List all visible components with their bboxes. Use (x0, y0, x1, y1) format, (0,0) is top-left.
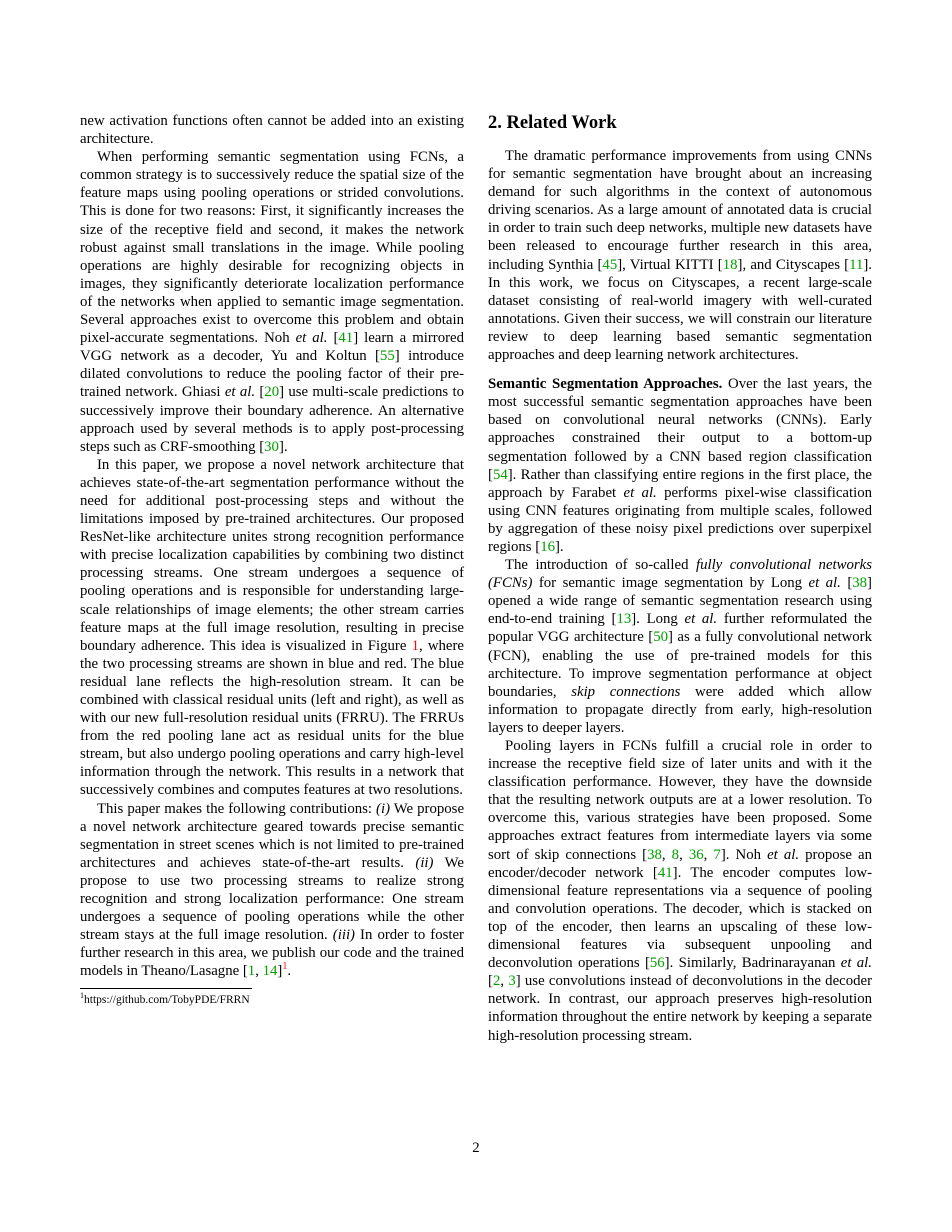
body-text: further reformulated the popular VGG architecture [ (488, 611, 872, 646)
right-column-paragraphs (488, 147, 872, 1045)
body-text: We propose to use two processing streams to realize strong recognition and strong localization performance: One stream undergoes a sequence of pooling operations while the other stream stays at the full image resolution. (80, 854, 465, 944)
citation-link[interactable]: 38 (852, 575, 868, 592)
italic-text: et al. (840, 955, 872, 972)
body-text: [ (488, 973, 493, 990)
citation-link[interactable]: 30 (264, 438, 279, 455)
footnote-ref-link[interactable]: 1 (282, 961, 288, 973)
body-text: ] (277, 963, 283, 980)
body-text: [ (255, 384, 265, 401)
body-text: This paper makes the following contributions: (97, 800, 377, 817)
paragraph (80, 456, 464, 800)
citation-link[interactable]: 36 (688, 846, 704, 863)
body-text: . (287, 963, 292, 980)
body-text: ], Virtual KITTI [ (617, 256, 723, 273)
body-text: ] use multi-scale predictions to successively improve their boundary adherence. An alternative approach used by several methods is to apply post-processing steps such as CRF-smoothing [ (80, 384, 464, 455)
body-text: new activation functions often cannot be added into an existing architecture. (80, 113, 464, 148)
body-text: , (661, 846, 672, 863)
body-text: propose an encoder/decoder network [ (488, 846, 873, 881)
body-text: performs pixel-wise classification using CNN features originating from multiple scales, followed by aggregation of these noisy pixel predictions over superpixel regions [ (488, 484, 872, 555)
citation-link[interactable]: 38 (647, 846, 662, 863)
right-column (488, 112, 872, 1045)
body-text: ] introduce dilated convolutions to reduce the pooling factor of their pre-trained network. Ghiasi (80, 348, 464, 401)
body-text: ] as a fully convolutional network (FCN), enabling the use of pre-trained models for this architecture. To improve segmentation performance at object boundaries, (488, 629, 873, 700)
left-column (80, 112, 464, 1045)
body-text: , (703, 846, 714, 863)
body-text: ]. In this work, we focus on Cityscapes, a recent large-scale dataset consisting of real-world imagery with well-curated annotations. Given their success, we will constrain our literature review to deep learning based semantic segmentation approaches and deep learning network architectures. (488, 256, 873, 364)
citation-link[interactable]: 20 (264, 384, 280, 401)
body-text: Over the last years, the most successful semantic segmentation approaches have been based on convolutional neural networks (CNNs). Early approaches constrained their output to a bottom-up segmentation followed by a CNN based region classification [ (488, 376, 872, 483)
figure-ref-link[interactable]: 1 (411, 637, 419, 654)
citation-link[interactable]: 54 (492, 466, 508, 483)
italic-text: et al. (684, 611, 718, 628)
paragraph (488, 737, 872, 1045)
body-text: were added which allow information to propagate directly from early, high-resolution layers to deeper layers. (488, 683, 872, 736)
citation-link[interactable]: 2 (492, 973, 501, 990)
citation-link[interactable]: 3 (508, 973, 516, 990)
paragraph (488, 375, 872, 556)
body-text: ]. The encoder computes low-dimensional feature representations via a sequence of pooling and convolution operations. The decoder, which is stacked on top of the encoder, then learns an upscaling of these low-dimensional features via subsequent unpooling and deconvolution operations [ (488, 864, 872, 972)
body-text: , (679, 846, 689, 863)
citation-link[interactable]: 13 (616, 611, 632, 628)
body-text: ]. Similarly, Badrinarayanan (664, 955, 841, 972)
body-text: The introduction of so-called (505, 557, 696, 574)
body-text: The dramatic performance improvements from using CNNs for semantic segmentation have brought about an increasing demand for such algorithms in the context of autonomous driving scenarios. As a large amount of annotated data is crucial in order to train such deep networks, multiple new datasets have been released to encourage further research in this area, including Synthia [ (488, 148, 872, 273)
citation-link[interactable]: 1 (247, 963, 256, 980)
citation-link[interactable]: 14 (262, 963, 278, 980)
body-text: We propose a novel network architecture geared towards precise semantic segmentation in street scenes which is not limited to pre-trained architectures and achieves state-of-the-art results. (80, 800, 465, 871)
citation-link[interactable]: 41 (657, 864, 673, 881)
citation-link[interactable]: 7 (713, 846, 721, 863)
citation-link[interactable]: 41 (338, 330, 354, 347)
footnote-url-link[interactable]: https://github.com/TobyPDE/FRRN (84, 993, 250, 1006)
italic-text: (ii) (415, 854, 434, 871)
citation-link[interactable]: 18 (722, 256, 738, 273)
italic-text: et al. (808, 575, 841, 592)
body-text: ]. (554, 538, 564, 555)
citation-link[interactable]: 45 (602, 256, 618, 273)
italic-text: et al. (295, 330, 328, 347)
bold-run-in-heading: Semantic Segmentation Approaches. (488, 376, 723, 393)
citation-link[interactable]: 55 (379, 348, 395, 365)
left-column-paragraphs (80, 112, 464, 981)
body-text: ], and Cityscapes [ (737, 256, 850, 273)
section-heading: 2. Related Work (488, 113, 617, 133)
citation-link[interactable]: 11 (849, 256, 864, 273)
body-text: In order to foster further research in this area, we publish our code and the trained models in Theano/Lasagne [ (80, 927, 464, 980)
italic-text: et al. (623, 484, 657, 501)
paragraph (80, 800, 464, 981)
italic-text: et al. (224, 384, 256, 401)
body-text: , (500, 973, 509, 990)
body-text: ]. (278, 438, 288, 455)
body-text: for semantic image segmentation by Long (532, 575, 809, 592)
citation-link[interactable]: 56 (649, 955, 665, 972)
body-text: [ (327, 330, 339, 347)
italic-text: (i) (376, 800, 390, 817)
body-text: ]. Rather than classifying entire regions in the first place, the approach by Farabet (488, 466, 872, 501)
footnote-area (80, 988, 464, 1007)
paragraph (80, 148, 464, 456)
body-text: , where the two processing streams are shown in blue and red. The blue residual lane reflects the high-resolution stream. It can be combined with classical residual units (left and right), as well as with our new full-resolution residual units (FRRU). The FRRUs from the red pooling lane act as residual units for the blue stream, but also undergo pooling operations and carry high-level information through the network. This results in a network that successively combines and computes features at two resolutions. (80, 637, 464, 799)
body-text: ]. Long (631, 611, 685, 628)
paragraph (488, 147, 872, 364)
paragraph (80, 112, 464, 148)
citation-link[interactable]: 16 (540, 538, 555, 555)
italic-text: skip connections (571, 683, 681, 700)
body-text: When performing semantic segmentation using FCNs, a common strategy is to successively reduce the spatial size of the feature maps using pooling operations or strided convolutions. This is done for two reasons: First, it significantly increases the size of the receptive field and second, it makes the network robust against small translations in the image. While pooling operations are highly desirable for recognizing objects in images, they significantly deteriorate localization performance of the networks when applied to semantic image segmentation. Several approaches exist to overcome this problem and obtain pixel-accurate segmentations. Noh (80, 149, 464, 347)
paragraph (488, 556, 872, 737)
body-text: ]. Noh (720, 846, 768, 863)
body-text: [ (840, 575, 853, 592)
italic-text: fully convolutional networks (FCNs) (488, 557, 872, 592)
body-text: In this paper, we propose a novel network architecture that achieves state-of-the-art segmentation performance without the need for additional post-processing steps and without the limitations imposed by pre-trained architectures. Our proposed ResNet-like architecture unites strong recognition performance with precise localization capabilities by combining two distinct processing streams. One stream undergoes a sequence of pooling operations and is responsible for understanding large-scale relationships of image elements; the other stream carries feature maps at the full image resolution, resulting in precise boundary adherence. This idea is visualized in Figure (80, 456, 464, 654)
body-text: ] learn a mirrored VGG network as a decoder, Yu and Koltun [ (80, 330, 464, 365)
italic-text: (iii) (332, 927, 355, 944)
two-column-layout (80, 112, 872, 1045)
body-text: ] opened a wide range of semantic segmentation research using end-to-end training [ (488, 575, 872, 628)
page-number: 2 (472, 1140, 480, 1156)
citation-link[interactable]: 8 (671, 846, 680, 863)
italic-text: et al. (767, 846, 800, 863)
body-text: ] use convolutions instead of deconvolutions in the decoder network. In contrast, our approach preserves high-resolution information throughout the entire network by keeping a separate high-resolution processing stream. (488, 973, 872, 1044)
footnote-rule (80, 988, 252, 989)
footnote (80, 990, 464, 1007)
body-text: , (255, 963, 263, 980)
citation-link[interactable]: 50 (653, 629, 668, 646)
footnote-marker: 1 (80, 990, 84, 1000)
body-text: Pooling layers in FCNs fulfill a crucial role in order to increase the receptive field size of later units and with it the classification performance. However, they have the downside that the resulting network outputs are at a lower resolution. To overcome this, various strategies have been proposed. Some approaches extract features from intermediate layers via some sort of skip connections [ (488, 738, 872, 863)
